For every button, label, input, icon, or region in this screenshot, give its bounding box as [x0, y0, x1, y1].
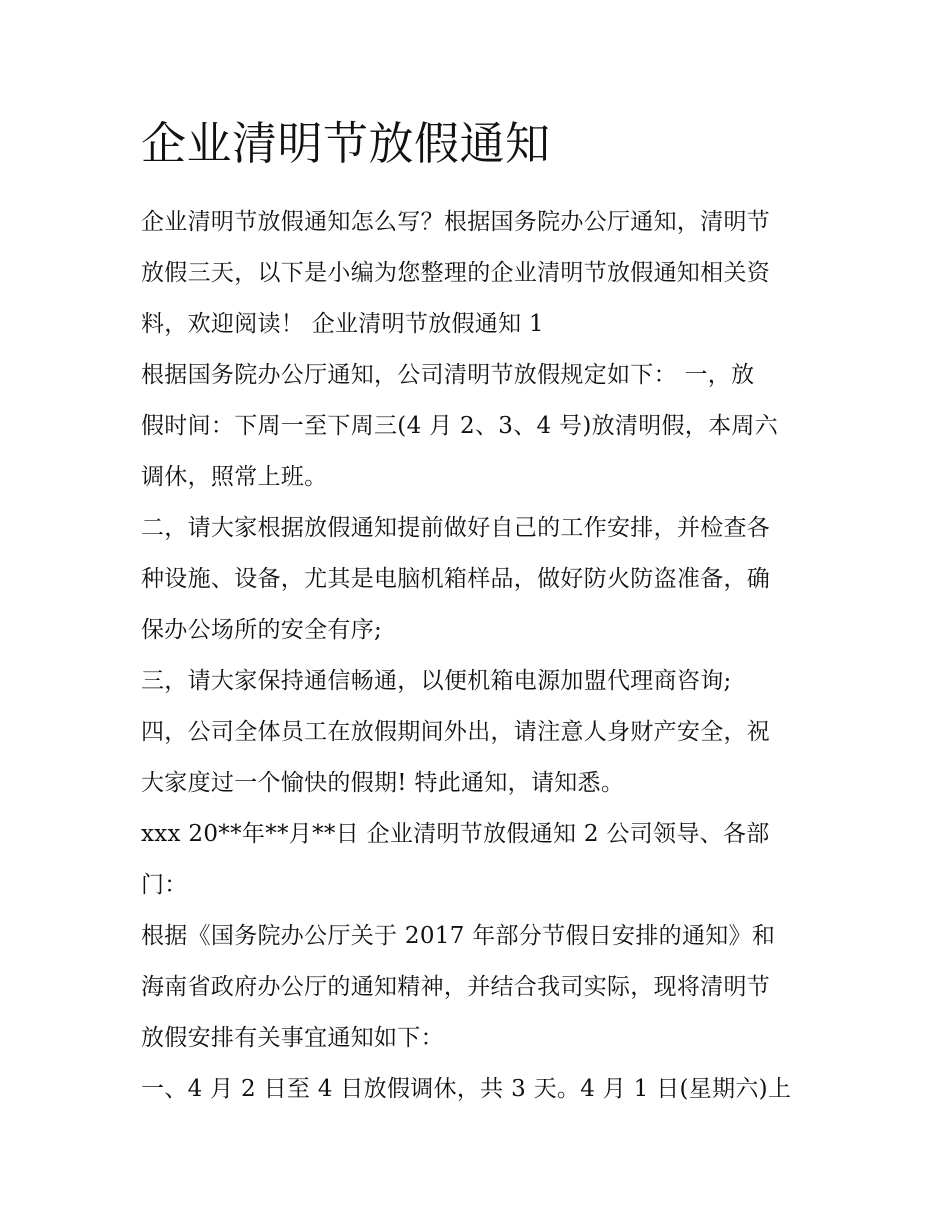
text-line: 调休，照常上班。 — [141, 464, 328, 490]
text-line: 保办公场所的安全有序; — [141, 617, 383, 643]
text-line: 企业清明节放假通知怎么写？根据国务院办公厅通知，清明节 — [141, 209, 771, 235]
document-body — [141, 197, 821, 1115]
text-line: 种设施、设备，尤其是电脑机箱样品，做好防火防盗准备，确 — [141, 566, 771, 592]
text-line: 门： — [141, 872, 188, 898]
paragraph-signature — [141, 809, 821, 911]
text-line: 根据《国务院办公厅关于 2017 年部分节假日安排的通知》和 — [141, 923, 776, 949]
text-line: xxx 20**年**月**日 企业清明节放假通知 2 公司领导、各部 — [141, 821, 770, 847]
text-line: 大家度过一个愉快的假期! 特此通知，请知悉。 — [141, 770, 625, 796]
paragraph-item-2 — [141, 503, 821, 656]
paragraph-item-3 — [141, 656, 821, 707]
paragraph-item-4 — [141, 707, 821, 809]
text-line: 放假三天，以下是小编为您整理的企业清明节放假通知相关资 — [141, 260, 771, 286]
text-line: 海南省政府办公厅的通知精神，并结合我司实际，现将清明节 — [141, 974, 771, 1000]
text-line: 一、4 月 2 日至 4 日放假调休，共 3 天。4 月 1 日(星期六)上 — [141, 1076, 792, 1102]
paragraph-notice-2 — [141, 911, 821, 1064]
text-line: 四，公司全体员工在放假期间外出，请注意人身财产安全，祝 — [141, 719, 771, 745]
paragraph-notice-2-item-1 — [141, 1064, 821, 1115]
text-line: 料，欢迎阅读！ 企业清明节放假通知 1 — [141, 311, 544, 337]
document-title: 企业清明节放假通知 — [141, 117, 551, 170]
paragraph-item-1 — [141, 350, 821, 503]
text-line: 放假安排有关事宜通知如下： — [141, 1025, 444, 1051]
paragraph-intro — [141, 197, 821, 350]
text-line: 二，请大家根据放假通知提前做好自己的工作安排，并检查各 — [141, 515, 771, 541]
text-line: 假时间：下周一至下周三(4 月 2、3、4 号)放清明假，本周六 — [141, 413, 779, 439]
text-line: 三，请大家保持通信畅通，以便机箱电源加盟代理商咨询; — [141, 668, 732, 694]
text-line: 根据国务院办公厅通知，公司清明节放假规定如下： 一，放 — [141, 362, 755, 388]
